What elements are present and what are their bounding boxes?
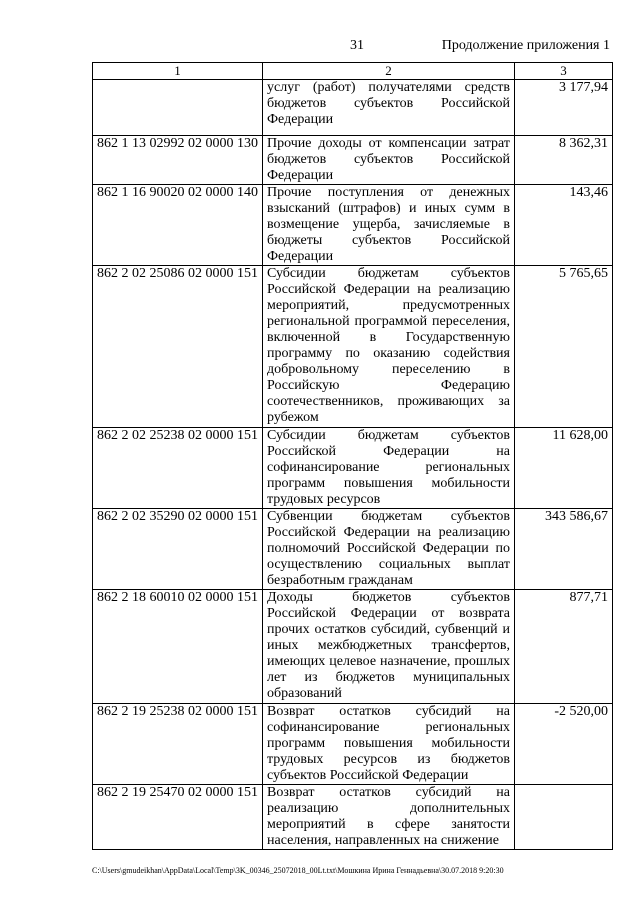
amount: 11 628,00: [515, 428, 613, 509]
column-header: 3: [515, 63, 613, 80]
income-description: Субвенции бюджетам субъектов Российской Федерации на реализацию полномочий Российской Федерации по осуществлению социальных выплат безработным гражданам: [263, 509, 515, 590]
column-header: 2: [263, 63, 515, 80]
table-row: [93, 590, 613, 704]
amount: 8 362,31: [515, 136, 613, 185]
income-description: Субсидии бюджетам субъектов Российской Федерации на софинансирование региональных программ повышения мобильности трудовых ресурсов: [263, 428, 515, 509]
table-row: [93, 80, 613, 136]
table-header-row: [93, 63, 613, 80]
budget-code: 862 2 18 60010 02 0000 151: [93, 590, 263, 704]
table-row: [93, 704, 613, 785]
table-row: [93, 428, 613, 509]
amount: 5 765,65: [515, 266, 613, 428]
revenue-table: [92, 62, 613, 850]
continuation-heading: Продолжение приложения 1: [441, 38, 610, 53]
column-header: 1: [93, 63, 263, 80]
amount: 143,46: [515, 185, 613, 266]
file-path-footer: C:\Users\gmudeikhan\AppData\Local\Temp\3K_00346_25072018_00Lt.txt\Мошкина Ирина Геннадьевна\30.07.2018 9:20:30: [92, 866, 504, 875]
budget-code: 862 2 02 25086 02 0000 151: [93, 266, 263, 428]
page-number: 31: [350, 38, 364, 53]
table-row: [93, 136, 613, 185]
budget-code: 862 1 16 90020 02 0000 140: [93, 185, 263, 266]
amount: -2 520,00: [515, 704, 613, 785]
budget-code: [93, 80, 263, 136]
amount: [515, 785, 613, 850]
budget-code: 862 2 02 25238 02 0000 151: [93, 428, 263, 509]
table-row: [93, 785, 613, 850]
income-description: Возврат остатков субсидий на софинансирование региональных программ повышения мобильности трудовых ресурсов из бюджетов субъектов Российской Федерации: [263, 704, 515, 785]
income-description: Доходы бюджетов субъектов Российской Федерации от возврата прочих остатков субсидий, субвенций и иных межбюджетных трансфертов, имеющих целевое назначение, прошлых лет из бюджетов муниципальных образований: [263, 590, 515, 704]
income-description: услуг (работ) получателями средств бюджетов субъектов Российской Федерации: [263, 80, 515, 136]
budget-code: 862 2 19 25238 02 0000 151: [93, 704, 263, 785]
income-description: Возврат остатков субсидий на реализацию дополнительных мероприятий в сфере занятости населения, направленных на снижение: [263, 785, 515, 850]
table-row: [93, 185, 613, 266]
amount: 3 177,94: [515, 80, 613, 136]
budget-code: 862 2 02 35290 02 0000 151: [93, 509, 263, 590]
budget-code: 862 2 19 25470 02 0000 151: [93, 785, 263, 850]
income-description: Прочие поступления от денежных взысканий (штрафов) и иных сумм в возмещение ущерба, зачисляемые в бюджеты субъектов Российской Федерации: [263, 185, 515, 266]
budget-code: 862 1 13 02992 02 0000 130: [93, 136, 263, 185]
table-row: [93, 266, 613, 428]
amount: 877,71: [515, 590, 613, 704]
income-description: Субсидии бюджетам субъектов Российской Федерации на реализацию мероприятий, предусмотренных региональной программой переселения, включенной в Государственную программу по оказанию содействия добровольному переселению в Российскую Федерацию соотечественников, проживающих за рубежом: [263, 266, 515, 428]
table-row: [93, 509, 613, 590]
amount: 343 586,67: [515, 509, 613, 590]
income-description: Прочие доходы от компенсации затрат бюджетов субъектов Российской Федерации: [263, 136, 515, 185]
